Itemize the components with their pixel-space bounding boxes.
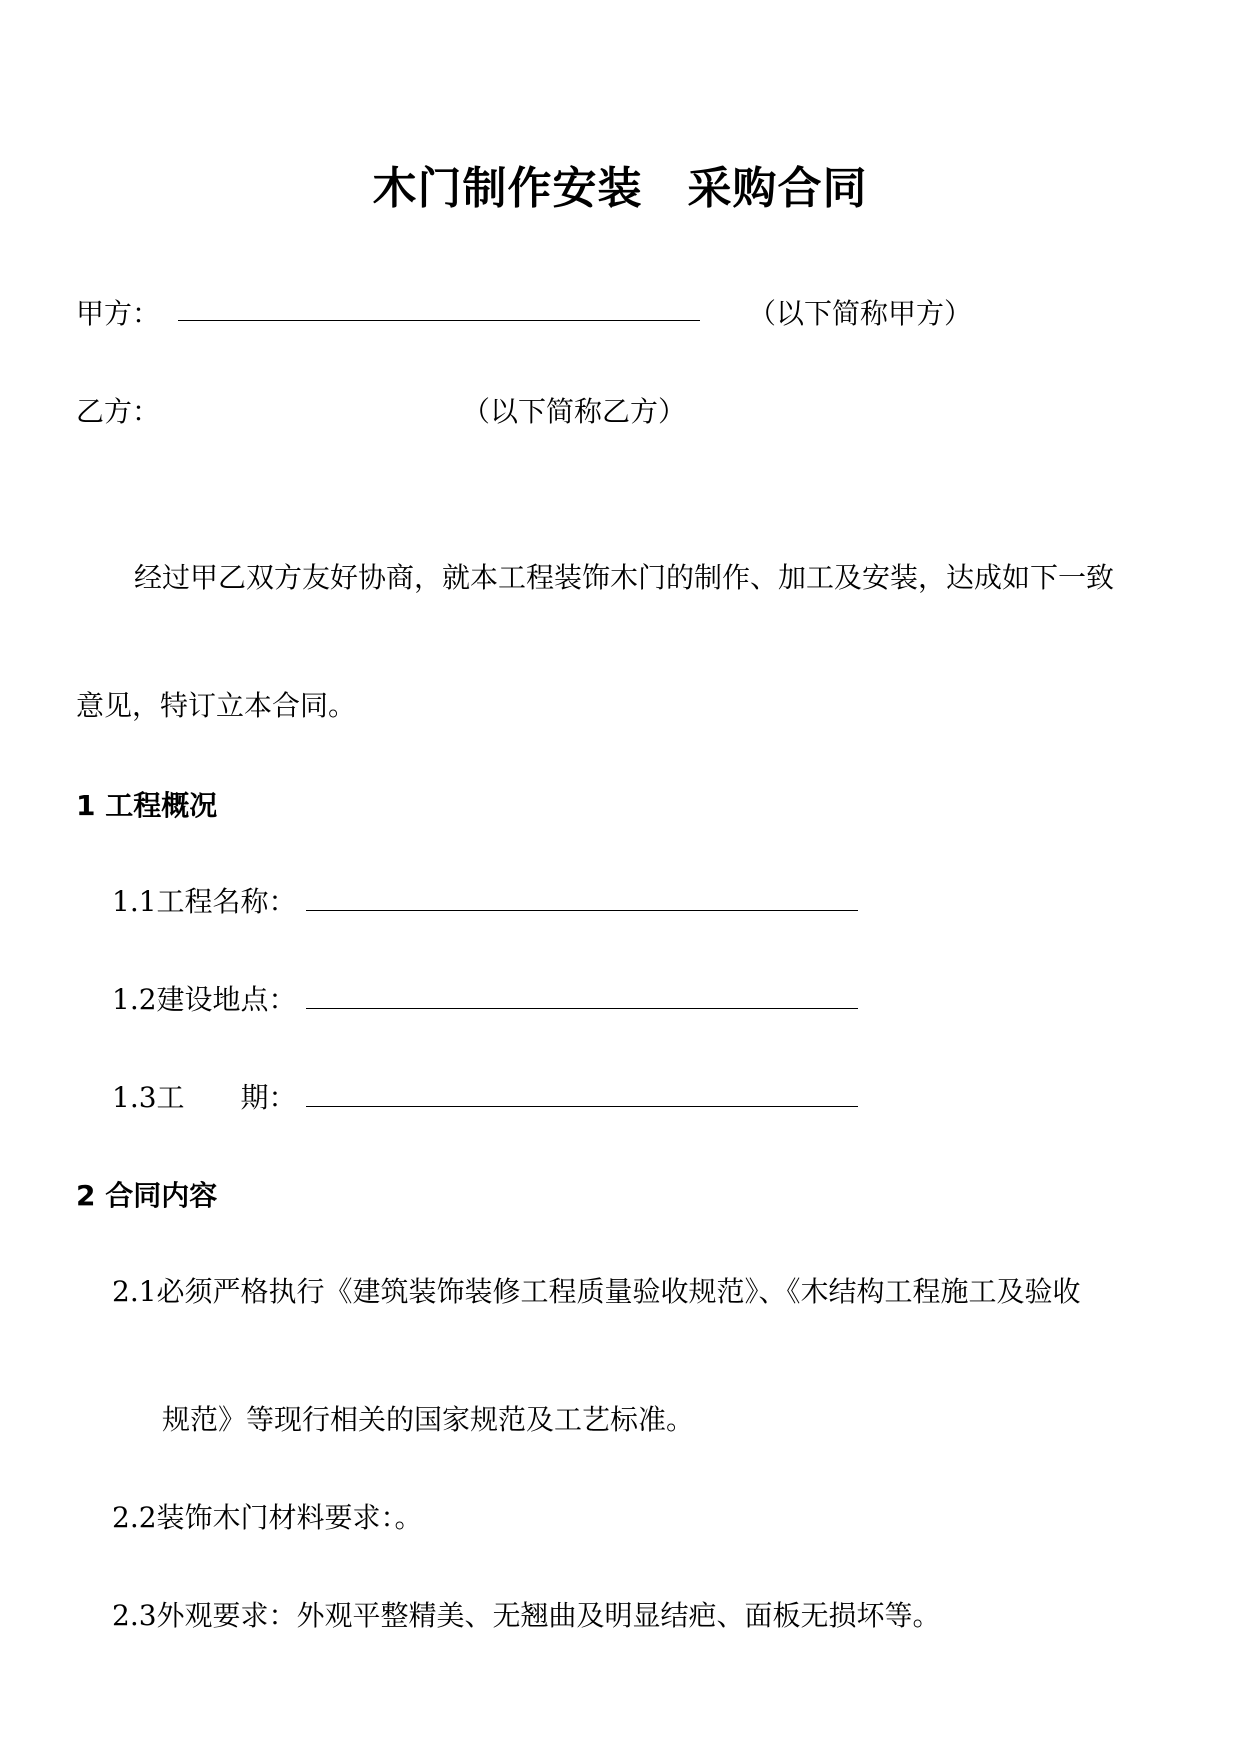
project-name-label: 1.1工程名称： xyxy=(112,885,297,918)
clause-2-3: 2.3外观要求：外观平整精美、无翘曲及明显结疤、面板无损坏等。 xyxy=(112,1599,941,1632)
party-b-label: 乙方： xyxy=(76,395,161,428)
clause-2-1-line-2: 规范》等现行相关的国家规范及工艺标准。 xyxy=(162,1403,695,1436)
party-a-blank xyxy=(178,294,700,321)
site-location-label: 1.2建设地点： xyxy=(112,983,297,1016)
duration-blank xyxy=(306,1080,858,1107)
site-location-blank xyxy=(306,982,858,1009)
intro-line-1: 经过甲乙双方友好协商，就本工程装饰木门的制作、加工及安装，达成如下一致 xyxy=(134,561,1115,594)
clause-2-2: 2.2装饰木门材料要求：。 xyxy=(112,1501,423,1534)
section-1-heading: 1 工程概况 xyxy=(76,789,218,822)
intro-line-2: 意见，特订立本合同。 xyxy=(76,689,357,722)
section-2-heading: 2 合同内容 xyxy=(76,1179,218,1212)
party-a-suffix: （以下简称甲方） xyxy=(748,297,973,330)
document-title: 木门制作安装 采购合同 xyxy=(372,163,868,214)
party-a-label: 甲方： xyxy=(76,297,161,330)
duration-label: 1.3工 期： xyxy=(112,1081,297,1114)
clause-2-1-line-1: 2.1必须严格执行《建筑装饰装修工程质量验收规范》、《木结构工程施工及验收 xyxy=(112,1275,1081,1308)
project-name-blank xyxy=(306,884,858,911)
party-b-suffix: （以下简称乙方） xyxy=(462,395,687,428)
